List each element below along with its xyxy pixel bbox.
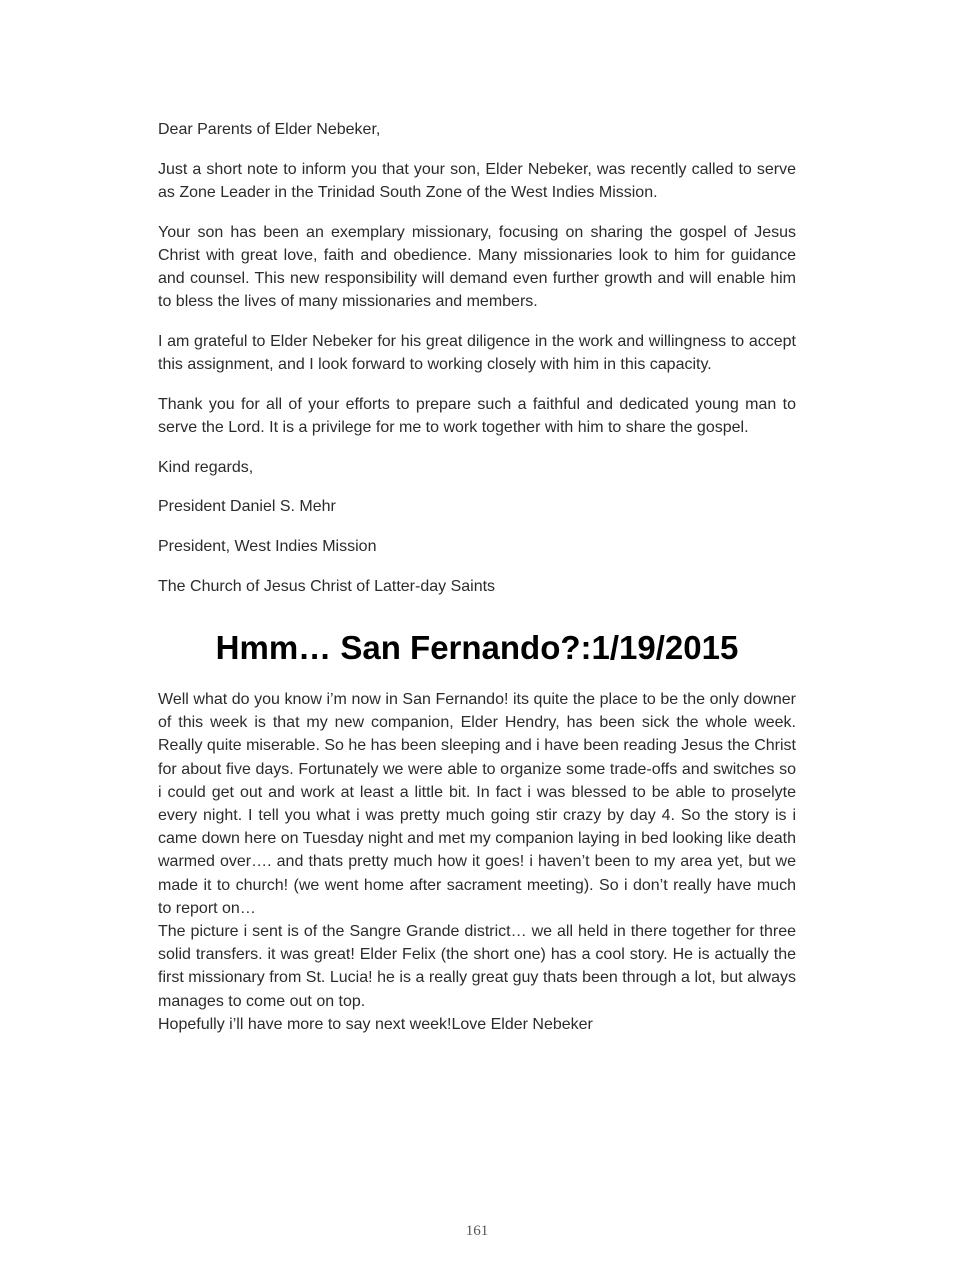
signature-org: The Church of Jesus Christ of Latter-day Saints — [158, 577, 496, 595]
page-content — [158, 118, 796, 1036]
letter-paragraph: Thank you for all of your efforts to prepare such a faithful and dedicated young man to serve the Lord. It is a privilege for me to work together with him to share the gospel. — [158, 395, 796, 437]
entry-title: Hmm… San Fernando?:1/19/2015 — [215, 629, 739, 667]
letter-closing: Kind regards, — [158, 458, 254, 476]
signature-title: President, West Indies Mission — [158, 538, 377, 556]
entry-paragraph: Hopefully i’ll have more to say next week!Love Elder Nebeker — [158, 1015, 593, 1033]
letter-paragraph: I am grateful to Elder Nebeker for his great diligence in the work and willingness to accept this assignment, and I look forward to working closely with him in this capacity. — [158, 332, 796, 374]
entry-paragraph: The picture i sent is of the Sangre Grande district… we all held in there together for three solid transfers. it was great! Elder Felix (the short one) has a cool story. He is actually the first missionary from St. Lucia! he is a really great guy thats been through a lot, but always manages to come out on top. — [158, 923, 796, 1010]
letter-paragraph: Just a short note to inform you that your son, Elder Nebeker, was recently called to serve as Zone Leader in the Trinidad South Zone of the West Indies Mission. — [158, 160, 796, 201]
signature-name: President Daniel S. Mehr — [158, 498, 336, 516]
page-number: 161 — [465, 1223, 489, 1239]
letter — [158, 118, 796, 598]
entry-body — [158, 688, 796, 1036]
letter-salutation: Dear Parents of Elder Nebeker, — [158, 121, 381, 138]
entry-paragraph: Well what do you know i’m now in San Fernando! its quite the place to be the only downer of this week is that my new companion, Elder Hendry, has been sick the whole week. Really quite miserable. So he has been sleeping and i have been reading Jesus the Christ for about five days. Fortunately we were able to organize some trade-offs and switches so i could get out and work at least a little bit. In fact i was blessed to be able to proselyte every night. I tell you what i was pretty much going stir crazy by day 4. So the story is i came down here on Tuesday night and met my companion laying in bed looking like death warmed over…. and thats pretty much how it goes! i haven’t been to my area yet, but we made it to church! (we went home after sacrament meeting). So i don’t really have much to report on… — [158, 691, 796, 917]
letter-paragraph: Your son has been an exemplary missionary, focusing on sharing the gospel of Jesus Christ with great love, faith and obedience. Many missionaries look to him for guidance and counsel. This new responsibility will demand even further growth and will enable him to bless the lives of many missionaries and members. — [158, 223, 796, 311]
